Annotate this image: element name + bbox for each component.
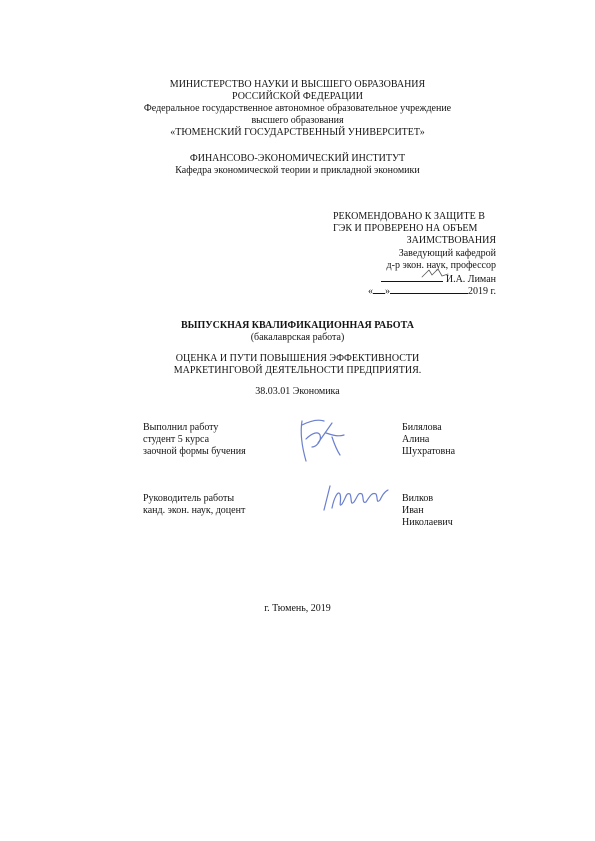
approval-date-close-quote: » xyxy=(385,286,391,297)
department-name: Кафедра экономической теории и прикладной экономики xyxy=(175,165,420,176)
work-type: ВЫПУСКНАЯ КВАЛИФИКАЦИОННАЯ РАБОТА xyxy=(181,320,414,331)
student-first-name: Алина xyxy=(402,434,430,445)
approval-role: Заведующий кафедрой xyxy=(398,248,496,259)
approval-year: 2019 г. xyxy=(468,286,496,297)
institution-line-2: высшего образования xyxy=(251,115,344,126)
student-surname: Билялова xyxy=(402,422,442,433)
approval-line-2: ГЭК И ПРОВЕРЕНО НА ОБЪЕМ xyxy=(333,223,478,234)
student-label-1: Выполнил работу xyxy=(143,422,219,433)
city-year: г. Тюмень, 2019 xyxy=(264,603,331,614)
approval-date-line xyxy=(333,284,496,298)
approval-date-open-quote: « xyxy=(368,286,374,297)
student-signature xyxy=(292,413,354,469)
institute-name: ФИНАНСОВО-ЭКОНОМИЧЕСКИЙ ИНСТИТУТ xyxy=(189,153,406,164)
approval-signature-mark xyxy=(420,266,450,280)
supervisor-patronymic: Николаевич xyxy=(402,517,453,528)
supervisor-label-1: Руководитель работы xyxy=(143,493,235,504)
university-name: «ТЮМЕНСКИЙ ГОСУДАРСТВЕННЫЙ УНИВЕРСИТЕТ» xyxy=(170,127,425,138)
student-label-3: заочной формы бучения xyxy=(143,446,246,457)
supervisor-signature xyxy=(320,480,392,516)
student-patronymic: Шухратовна xyxy=(402,446,456,457)
ministry-line-2: РОССИЙСКОЙ ФЕДЕРАЦИИ xyxy=(232,91,363,102)
month-underline xyxy=(390,284,468,294)
approval-name: И.А. Лиман xyxy=(445,274,496,285)
supervisor-first-name: Иван xyxy=(402,505,424,516)
approval-line-3: ЗАИМСТВОВАНИЯ xyxy=(406,235,496,246)
supervisor-label-2: канд. экон. наук, доцент xyxy=(143,505,246,516)
ministry-line-1: МИНИСТЕРСТВО НАУКИ И ВЫСШЕГО ОБРАЗОВАНИЯ xyxy=(169,79,426,90)
work-subtype: (бакалаврская работа) xyxy=(250,332,345,343)
day-underline xyxy=(373,284,385,294)
work-title-line-1: ОЦЕНКА И ПУТИ ПОВЫШЕНИЯ ЭФФЕКТИВНОСТИ xyxy=(175,353,420,364)
supervisor-surname: Вилков xyxy=(402,493,434,504)
institution-line-1: Федеральное государственное автономное образовательное учреждение xyxy=(143,103,452,114)
work-title-line-2: МАРКЕТИНГОВОЙ ДЕЯТЕЛЬНОСТИ ПРЕДПРИЯТИЯ. xyxy=(173,365,422,376)
specialty: 38.03.01 Экономика xyxy=(255,386,340,397)
approval-degree: д-р экон. наук, профессор xyxy=(386,260,496,271)
student-label-2: студент 5 курса xyxy=(143,434,210,445)
approval-line-1: РЕКОМЕНДОВАНО К ЗАЩИТЕ В xyxy=(333,211,485,222)
